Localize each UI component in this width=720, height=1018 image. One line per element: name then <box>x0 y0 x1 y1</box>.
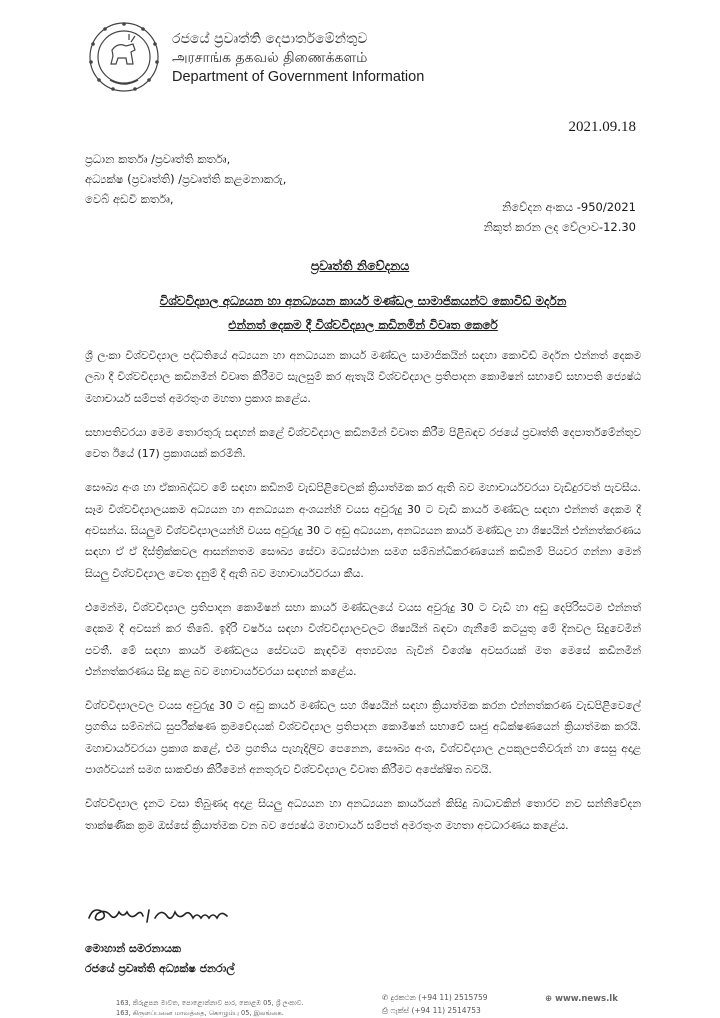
body-paragraph: විශ්වවිද්‍යාලවල වයස අවුරුදු 30 ට අඩු කාර්ය මණ්ඩල සහ ශිෂ්‍යයින් සඳහා ක්‍රියාත්මක කරන එන්නත්කරණ වැඩපිළිවෙලේ ප්‍රගතිය සම්බන්ධ සුපරීක්ෂණ ක්‍රමවේදයක් විශ්වවිද්‍යාල ප්‍රතිපාදන කොමිෂන් සභාවේ සෘජු අධීක්ෂණයෙන් ක්‍රියාත්මක කරයි. මහාචාර්යවරයා ප්‍රකාශ කළේ, එම ප්‍රගතිය පැහැදිලිව පෙනෙන, සෞඛ්‍ය අංශ, විශ්වවිද්‍යාල උපකුලපතිවරුන් හා සෙසු අදාළ පාර්ශවයන් සමග සාකච්ඡා කිරීමෙන් අනතුරුව විශ්වවිද්‍යාල විවෘත කිරීමට අපේක්ෂිත බවයි. <box>85 699 641 777</box>
sri-lanka-emblem-icon <box>85 18 163 96</box>
release-number: නිවේදන අංකය -950/2021 <box>501 200 636 214</box>
dept-name-english: Department of Government Information <box>172 69 425 85</box>
release-subject <box>85 289 641 337</box>
body-paragraph: එමෙන්ම, විශ්වවිද්‍යාල ප්‍රතිපාදන කොමිෂන් සභා කාර්ය මණ්ඩලයේ වයස අවුරුදු 30 ට වැඩි හා අඩු දෙපිරිසටම එන්නත් දෙකම දී අවසන් කර තිබේ. ඉදිරි වර්ෂය සඳහා විශ්වවිද්‍යාලවලට ශිෂ්‍යයින් බඳවා ගැනීමේ කටයුතු මේ දිනවල සිදුවෙමින් පවතී. මේ සඳහා කාර්ය මණ්ඩලය සේවයට කැඳවීම අත්‍යවශ්‍ය බැවින් විශේෂ අවසරයක් මත මෙසේ කඩිනමින් එන්නත්කරණය සිදු කළ බව මහාචාර්යවරයා සඳහන් කළේය. <box>85 600 641 678</box>
fax-label: ෆැක්ස් <box>390 1006 410 1015</box>
recipient-line: වෙබ් අඩවි කර්තෘ, <box>85 192 174 206</box>
address-line: 163, කිරුළපන මාවත, පොළොන්නාව පාර, කොළඹ 05, ශ්‍රී ලංකාව. <box>116 999 304 1007</box>
signatory-name: මොහාන් සමරනායක <box>85 942 181 955</box>
dept-name-sinhala: රජයේ ප්‍රවෘත්ති දෙපාර්තමේන්තුව <box>172 31 368 47</box>
globe-icon: ⊕ <box>545 994 556 1004</box>
phone-label: දුරකථන <box>390 993 416 1002</box>
subject-line: එන්නත් දෙකම දී විශ්වවිද්‍යාල කඩිනමින් විවෘත කෙරේ <box>228 318 498 332</box>
handwritten-signature <box>85 902 260 928</box>
page-title: ප්‍රවෘත්ති නිවේදනය <box>310 258 410 273</box>
fax-icon: ⎙ <box>382 1006 391 1015</box>
signatory-block <box>85 939 235 979</box>
release-body <box>85 345 641 849</box>
fax-row <box>382 1004 488 1017</box>
footer-website <box>545 994 618 1004</box>
recipient-line: අධ්‍යක්ෂ (ප්‍රවෘත්ති) /ප්‍රවෘත්ති කළමනාකරු, <box>85 172 287 186</box>
department-name-block <box>172 30 424 87</box>
body-paragraph: සෞඛ්‍ය අංශ හා ඒකාබද්ධව මේ සඳහා කඩිනම් වැඩපිළිවෙලක් ක්‍රියාත්මක කර ඇති බව මහාචාර්යවරයා වැඩිදුරටත් පැවසීය. සෑම විශ්වවිද්‍යාලයකම අධ්‍යයන හා අනධ්‍යයන අංශයන්හි වයස අවුරුදු 30 ට වැඩි කාර්ය මණ්ඩල සඳහා එන්නත් දෙකම දී අවසන්ය. සියලුම විශ්වවිද්‍යාලයන්හි වයස අවුරුදු 30 ට අඩු අධ්‍යයන, අනධ්‍යයන කාර්ය මණ්ඩල හා ශිෂ්‍යයින් එන්නත්කරණය සඳහා ඒ ඒ දිස්ත්‍රික්කවල ආසන්නතම සෞඛ්‍ය සේවා මධ්‍යස්ථාන සමග සම්බන්ධීකරණයෙන් කඩිනම් පියවර ගන්නා මෙන් සියලු විශ්වවිද්‍යාල වෙත දැනුම් දී ඇති බව මහාචාර්යවරයා කීය. <box>85 481 641 580</box>
phone-icon: ✆ <box>382 993 391 1002</box>
recipient-line: ප්‍රධාන කර්තෘ /ප්‍රවෘත්ති කර්තෘ, <box>85 152 231 166</box>
phone-number: (+94 11) 2515759 <box>418 993 488 1002</box>
body-paragraph: ශ්‍රී ලංකා විශ්වවිද්‍යාල පද්ධතියේ අධ්‍යයන හා අනධ්‍යයන කාර්ය මණ්ඩල සාමාජිකයින් සඳහා කොවිඩ් මර්දන එන්නත් දෙකම ලබා දී විශ්වවිද්‍යාල කඩිනමින් විවෘත කිරීමට සැලසුම් කර ඇතැයි විශ්වවිද්‍යාල ප්‍රතිපාදන කොමිෂන් සභාවේ සභාපති ජ්‍යෙෂ්ඨ මහාචාර්ය සම්පත් අමරතුංග මහතා ප්‍රකාශ කළේය. <box>85 349 641 405</box>
subject-line: විශ්වවිද්‍යාල අධ්‍යයන හා අනධ්‍යයන කාර්ය මණ්ඩල සාමාජිකයන්ට කොවිඩ් මර්දන <box>159 294 567 308</box>
footer-address <box>116 999 304 1018</box>
fax-number: (+94 11) 2514753 <box>411 1006 481 1015</box>
recipients-list <box>85 149 286 209</box>
release-time: නිකුත් කරන ලද වේලාව-12.30 <box>483 220 636 234</box>
address-line: 163, கிருளப்பனை மாவத்தை, கொழும்பு 05, இலங்கை. <box>116 1008 284 1017</box>
dept-name-tamil: அரசாங்க தகவல் திணைக்களம் <box>172 50 368 66</box>
release-reference <box>484 197 636 237</box>
document-date: 2021.09.18 <box>568 119 636 135</box>
footer-contacts <box>382 991 488 1017</box>
body-paragraph: සභාපතිවරයා මෙම තොරතුරු සඳහන් කළේ විශ්වවිද්‍යාල කඩිනමින් විවෘත කිරීම පිළිබඳව රජයේ ප්‍රවෘත්ති දෙපාර්තමේන්තුව වෙත ඊයේ (17) ප්‍රකාශයක් කරමිනි. <box>85 425 641 461</box>
signatory-title: රජයේ ප්‍රවෘත්ති අධ්‍යක්ෂ ජනරාල් <box>85 962 235 975</box>
body-paragraph: විශ්වවිද්‍යාල දැනට වසා තිබුණද අදාළ සියලු අධ්‍යයන හා අනධ්‍යයන කාර්යයන් කිසිදු බාධාවකින් තොරව නව සන්නිවේදන තාක්ෂණික ක්‍රම ඔස්සේ ක්‍රියාත්මක වන බව ජ්‍යෙෂ්ඨ මහාචාර්ය සම්පත් අමරතුංග මහතා අවධාරණය කළේය. <box>85 797 641 832</box>
phone-row <box>382 991 488 1004</box>
website-url: www.news.lk <box>555 994 618 1004</box>
